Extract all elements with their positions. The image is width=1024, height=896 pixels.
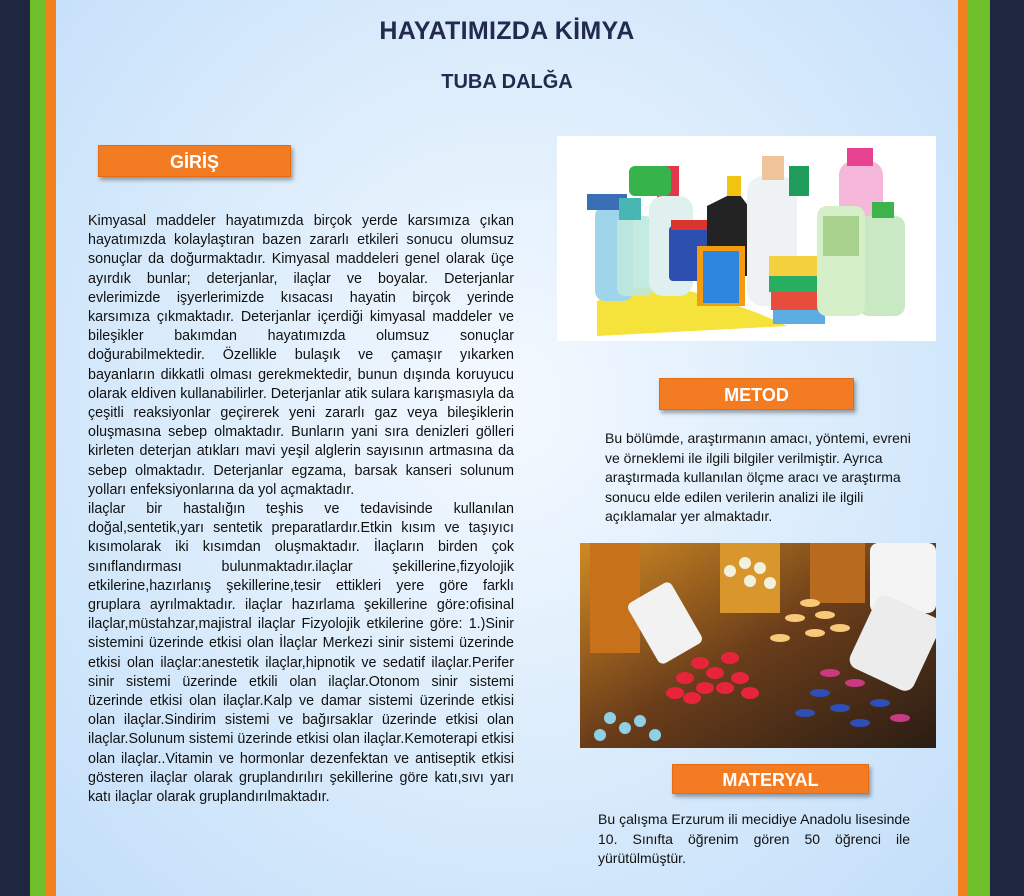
right-border-navy: [990, 0, 1024, 896]
poster-title: HAYATIMIZDA KİMYA: [379, 17, 635, 45]
right-border-orange: [958, 0, 968, 896]
metod-text: Bu bölümde, araştırmanın amacı, yöntemi, evreni ve örneklemi ile ilgili bilgiler verilmiştir. Ayrıca araştırmada kullanılan ölçme aracı ve araştırma sonucu elde edilen verilerin analizi ile ilgili açıklamalar yer almaktadır.: [605, 430, 911, 524]
cleaning-products-image: [557, 136, 936, 341]
left-border-green: [30, 0, 46, 896]
giris-text: [88, 212, 514, 807]
poster-panel: [56, 0, 958, 896]
medicines-image: [580, 543, 936, 748]
poster-author: TUBA DALĞA: [441, 71, 573, 93]
metod-heading: METOD: [659, 378, 854, 410]
right-border-green: [968, 0, 990, 896]
materyal-heading: MATERYAL: [672, 764, 869, 794]
materyal-text: Bu çalışma Erzurum ili mecidiye Anadolu lisesinde 10. Sınıfta öğrenim gören 50 öğrenci ile yürütülmüştür.: [598, 811, 910, 866]
left-border-orange: [46, 0, 56, 896]
left-border-navy: [0, 0, 30, 896]
giris-paragraph-detergents: Kimyasal maddeler hayatımızda birçok yerde karsımıza çıkan hayatımızda kolaylaştıran bazen zararlı etkileri sonucu olumsuz sonuçlar da doğurmaktadır. Kimyasal maddeleri genel olarak üçe ayırdık bunlar; deterjanlar, ilaçlar ve boyalar. Deterjanlar evlerimizde işyerlerimizde kısacası hayatin birçok yerinde karsımıza çıkmaktadır. Deterjanlar içerdiği kimyasal maddeler ve bileşikler bakımdan hayatımızda olumsuz sonuçlar doğurabilmektedir. Özellikle bulaşık ve çamaşır yıkarken bayanların dikkatli olması gerekmektedir, bunun dışında koruyucu olarak eldiven kullanabilirler. Deterjanlar atik sulara karışmasıyla da çeşitli reaksiyonlar geçirerek yeni zararlı gaz veya bileşiklerin oluşmasına sebep olmaktadır. Bunların yani sıra denizleri gölleri kirleten deterjan atıkları mavi yeşil alglerin sayısının artmasına da sebep olmaktadır. Deterjanlar egzama, barsak kanseri solunum yolları enfeksiyonlarına da yol açmaktadır.: [88, 213, 514, 498]
giris-paragraph-medicines: ilaçlar bir hastalığın teşhis ve tedavisinde kullanılan doğal,sentetik,yarı sentetik preparatlardır.Etkin kısım ve taşıyıcı kısımolarak iki kısımdan oluşmaktadır. İlaçların birden çok sınıflandırması bulunmaktadır.ilaçlar şekillerine,fizyolojik etkilerine,hazırlanış şekillerine,tesir ettikleri yere göre farklı gruplara ayrılmaktadır. ilaçlar hazırlama şekillerine göre:ofisinal ilaçlar,müstahzar,majistral ilaçlar Fizyolojik etkilerine göre: 1.)Sinir sistemini üzerinde etkisi olan İlaçlar Merkezi sinir sistemi üzerinde etkisi olan ilaçlar:anestetik ilaçlar,hipnotik ve sedatif ilaçlar.Perifer sinir sistemi üzerinde etkili olan ilaçlar.Otonom sinir sistemi üzerinde etkisi olan ilaçlar.Kalp ve damar sistemi üzerinde etkisi olan ilaçlar.Sindirim sistemi ve bağırsaklar üzerinde etkisi olan ilaçlar.Solunum sistemi üzerinde etkisi olan ilaçlar.Kemoterapi etkisi olan ilaçlar..Vitamin ve hormonlar dezenfektan ve antiseptik etkisi gösteren ilaçlar olarak gruplandırılırı şekillerine göre katı,sıvı yarı katı ilaçlar olarak gruplandırılmaktadır.: [88, 501, 514, 806]
giris-heading: GİRİŞ: [98, 145, 291, 177]
